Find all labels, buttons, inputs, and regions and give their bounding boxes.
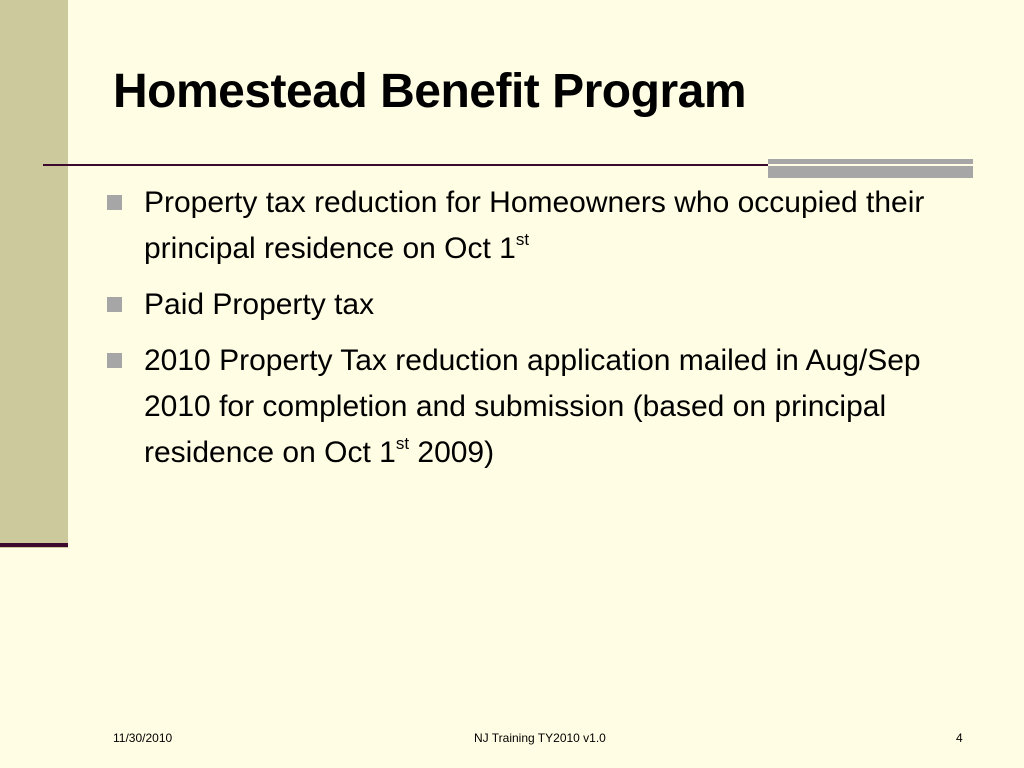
bullet-text: Paid Property tax (144, 288, 375, 321)
bullet-item (104, 282, 984, 328)
left-decor-bar (0, 0, 68, 548)
bullet-list (104, 180, 984, 486)
bullet-item (104, 180, 984, 272)
square-bullet-icon (107, 297, 122, 312)
slide-title: Homestead Benefit Program (113, 65, 746, 118)
left-decor-line (0, 543, 68, 547)
bullet-text: 2010 Property Tax reduction application mailed in Aug/Sep 2010 for completion and submission (based on principal residence on Oct 1 (144, 344, 921, 469)
title-accent-block (768, 159, 973, 178)
bullet-tail: 2009) (409, 436, 495, 469)
square-bullet-icon (107, 353, 122, 368)
bullet-item (104, 338, 984, 476)
footer-title: NJ Training TY2010 v1.0 (474, 731, 606, 745)
footer-date: 11/30/2010 (113, 731, 173, 745)
bullet-text: Property tax reduction for Homeowners who occupied their principal residence on Oct 1 (144, 186, 925, 265)
ordinal-suffix: st (395, 434, 410, 453)
square-bullet-icon (107, 195, 122, 210)
slide-number: 4 (956, 731, 963, 745)
ordinal-suffix: st (515, 230, 530, 249)
